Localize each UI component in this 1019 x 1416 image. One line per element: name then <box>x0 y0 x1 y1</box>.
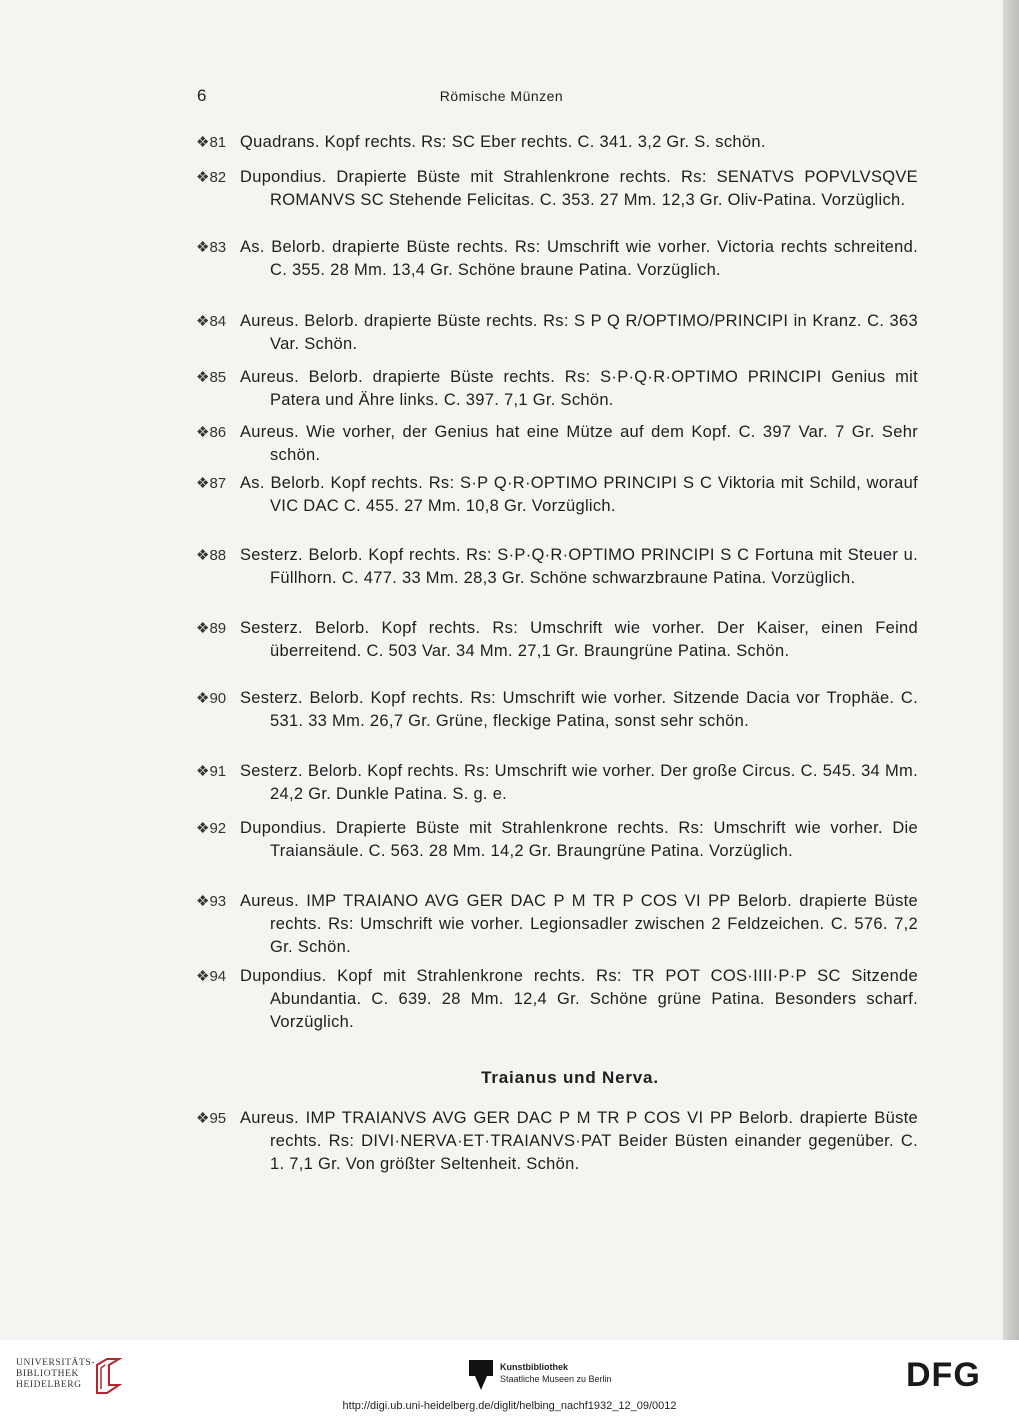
entry-text: Aureus. Wie vorher, der Genius hat eine Mütze auf dem Kopf. C. 397 Var. 7 Gr. Sehr schön. <box>240 423 918 464</box>
entry-text: Aureus. IMP TRAIANO AVG GER DAC P M TR P COS VI PP Belorb. drapierte Büste rechts. Rs: Umschrift wie vorher. Legionsadler zwischen 2 Feldzeichen. C. 576. 7,2 Gr. Schön. <box>240 892 918 956</box>
entry-number: ❖89 <box>196 620 227 637</box>
entry-text: Sesterz. Belorb. Kopf rechts. Rs: Umschrift wie vorher. Sitzende Dacia vor Trophäe. C. 531. 33 Mm. 26,7 Gr. Grüne, fleckige Patina, sonst sehr schön. <box>240 689 918 730</box>
entry-number: ❖93 <box>196 893 227 910</box>
ub-logo-line: HEIDELBERG <box>16 1380 82 1390</box>
kunstbibliothek-label[interactable] <box>500 1361 612 1385</box>
catalog-entry <box>196 890 918 959</box>
entry-number: ❖95 <box>196 1110 227 1127</box>
page-edge <box>1003 0 1019 1340</box>
entry-text: Dupondius. Drapierte Büste mit Strahlenkrone rechts. Rs: Umschrift wie vorher. Die Traiansäule. C. 563. 28 Mm. 14,2 Gr. Braungrüne Patina. Vorzüglich. <box>240 819 918 860</box>
entry-number: ❖83 <box>196 239 227 256</box>
entry-text: Dupondius. Drapierte Büste mit Strahlenkrone rechts. Rs: SENATVS POPVLVSQVE ROMANVS SC Stehende Felicitas. C. 353. 27 Mm. 12,3 Gr. Oliv-Patina. Vorzüglich. <box>240 168 918 209</box>
catalog-entry <box>196 310 918 356</box>
entry-text: As. Belorb. Kopf rechts. Rs: S·P Q·R·OPTIMO PRINCIPI S C Viktoria mit Schild, worauf VIC DAC C. 455. 27 Mm. 10,8 Gr. Vorzüglich. <box>240 474 918 515</box>
ub-logo-line: BIBLIOTHEK <box>16 1369 79 1379</box>
entry-number: ❖88 <box>196 547 227 564</box>
catalog-entry <box>196 421 918 467</box>
catalog-entry <box>196 617 918 663</box>
catalog-entry <box>196 366 918 412</box>
catalog-entry <box>196 817 918 863</box>
entry-text: Sesterz. Belorb. Kopf rechts. Rs: S·P·Q·R·OPTIMO PRINCIPI S C Fortuna mit Steuer u. Füllhorn. C. 477. 33 Mm. 28,3 Gr. Schöne schwarzbraune Patina. Vorzüglich. <box>240 546 918 587</box>
entry-number: ❖94 <box>196 968 227 985</box>
entry-text: Quadrans. Kopf rechts. Rs: SC Eber rechts. C. 341. 3,2 Gr. S. schön. <box>240 133 766 151</box>
kunstbibliothek-logo-icon <box>469 1360 493 1390</box>
ub-heidelberg-emblem-icon <box>93 1355 123 1395</box>
entry-text: Sesterz. Belorb. Kopf rechts. Rs: Umschrift wie vorher. Der große Circus. C. 545. 34 Mm. 24,2 Gr. Dunkle Patina. S. g. e. <box>240 762 918 803</box>
entry-number: ❖82 <box>196 169 227 186</box>
catalog-entry <box>196 131 918 154</box>
catalog-entry <box>196 166 918 212</box>
section-title: Traianus und Nerva. <box>481 1068 659 1087</box>
page-number: 6 <box>197 86 207 105</box>
entry-number: ❖81 <box>196 134 227 151</box>
ub-heidelberg-logo[interactable] <box>16 1358 95 1391</box>
catalog-entry <box>196 687 918 733</box>
ub-logo-line: UNIVERSITÄTS- <box>16 1358 96 1368</box>
catalog-entry <box>196 760 918 806</box>
entry-number: ❖92 <box>196 820 227 837</box>
source-url[interactable]: http://digi.ub.uni-heidelberg.de/diglit/helbing_nachf1932_12_09/0012 <box>342 1400 677 1412</box>
catalog-entry <box>196 965 918 1034</box>
entry-text: Sesterz. Belorb. Kopf rechts. Rs: Umschrift wie vorher. Der Kaiser, einen Feind überreitend. C. 503 Var. 34 Mm. 27,1 Gr. Braungrüne Patina. Schön. <box>240 619 918 660</box>
entry-number: ❖91 <box>196 763 227 780</box>
catalog-entry <box>196 472 918 518</box>
entry-number: ❖86 <box>196 424 227 441</box>
entry-text: Aureus. Belorb. drapierte Büste rechts. Rs: S P Q R/OPTIMO/PRINCIPI in Kranz. C. 363 Var. Schön. <box>240 312 918 353</box>
dfg-logo[interactable]: DFG <box>906 1356 981 1394</box>
entry-text: Aureus. Belorb. drapierte Büste rechts. Rs: S·P·Q·R·OPTIMO PRINCIPI Genius mit Patera und Ähre links. C. 397. 7,1 Gr. Schön. <box>240 368 918 409</box>
running-head: Römische Münzen <box>439 88 564 104</box>
entry-number: ❖84 <box>196 313 227 330</box>
catalog-entry <box>196 1107 918 1176</box>
entry-number: ❖87 <box>196 475 227 492</box>
entry-text: As. Belorb. drapierte Büste rechts. Rs: Umschrift wie vorher. Victoria rechts schreitend. C. 355. 28 Mm. 13,4 Gr. Schöne braune Patina. Vorzüglich. <box>240 238 918 279</box>
entry-number: ❖90 <box>196 690 227 707</box>
catalog-entry <box>196 236 918 282</box>
kunstbibliothek-subtitle: Staatliche Museen zu Berlin <box>500 1374 612 1384</box>
entry-text: Aureus. IMP TRAIANVS AVG GER DAC P M TR P COS VI PP Belorb. drapierte Büste rechts. Rs: DIVI·NERVA·ET·TRAIANVS·PAT Beider Büsten einander gegenüber. C. 1. 7,1 Gr. Von größter Seltenheit. Schön. <box>240 1109 918 1173</box>
entry-text: Dupondius. Kopf mit Strahlenkrone rechts. Rs: TR POT COS·IIII·P·P SC Sitzende Abundantia. C. 639. 28 Mm. 12,4 Gr. Schöne grüne Patina. Besonders scharf. Vorzüglich. <box>240 967 918 1031</box>
kunstbibliothek-title: Kunstbibliothek <box>500 1362 568 1372</box>
catalog-entry <box>196 544 918 590</box>
entry-number: ❖85 <box>196 369 227 386</box>
